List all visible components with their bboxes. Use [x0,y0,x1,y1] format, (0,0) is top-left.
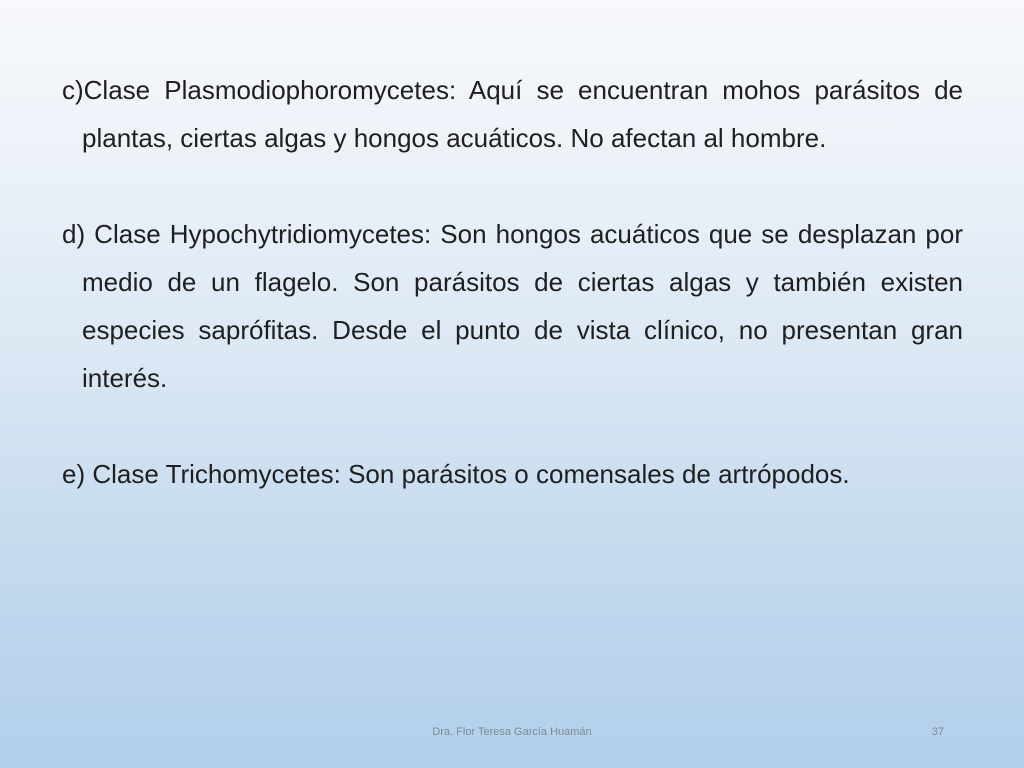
slide-page-number: 37 [931,726,944,738]
slide-footer: Dra. Flor Teresa García Huamán [432,726,592,738]
paragraph-hypochytridiomycetes: d) Clase Hypochytridiomycetes: Son hongos acuáticos que se desplazan por medio de un flagelo. Son parásitos de ciertas algas y también existen especies saprófitas. Desde el punto de vista clínico, no presentan gran interés. [62,219,963,393]
slide-body [62,66,963,498]
paragraph-plasmodiophoromycetes: c)Clase Plasmodiophoromycetes: Aquí se encuentran mohos parásitos de plantas, ciertas algas y hongos acuáticos. No afectan al hombre. [62,75,963,153]
paragraph-trichomycetes: e) Clase Trichomycetes: Son parásitos o comensales de artrópodos. [62,459,850,489]
